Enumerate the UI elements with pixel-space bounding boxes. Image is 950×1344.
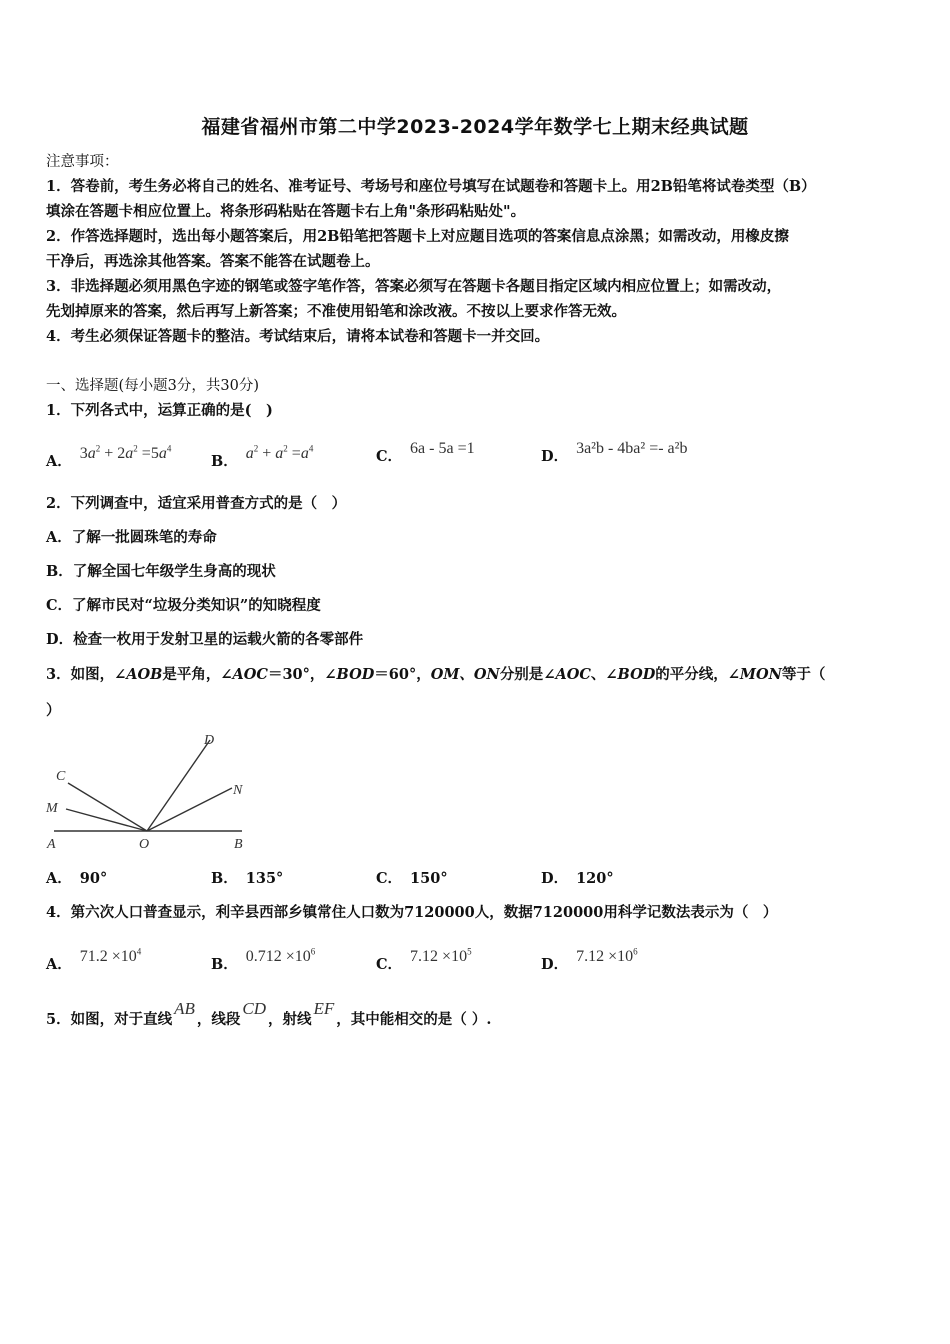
option-math: 6a - 5a =1 <box>410 440 475 457</box>
q2-option-c: C．了解市民对“垃圾分类知识”的知晓程度 <box>46 597 321 614</box>
notice-line: 干净后，再选涂其他答案。答案不能答在试题卷上。 <box>46 253 380 270</box>
notice-line: 3．非选择题必须用黑色字迹的钢笔或签字笔作答，答案必须写在答题卡各题目指定区域内相应位置上；如需改动， <box>46 278 782 295</box>
q3-option-c: C． 150° <box>376 870 448 887</box>
notice-line: 1．答卷前，考生务必将自己的姓名、准考证号、考场号和座位号填写在试题卷和答题卡上。用2B铅笔将试卷类型（B） <box>46 178 816 195</box>
option-math: 3a²b - 4ba² =- a²b <box>576 440 688 457</box>
option-letter: C． <box>376 448 403 465</box>
ray-om <box>66 809 147 831</box>
q4-option-c: C． $7.12 \times 10^5$ <box>376 947 472 974</box>
q2-option-a: A．了解一批圆珠笔的寿命 <box>46 529 217 546</box>
question-5-stem: 5．如图，对于直线AB，线段CD，射线EF，其中能相交的是（ ）. <box>46 999 492 1028</box>
label-a: A <box>47 837 56 852</box>
option-letter: B． <box>211 453 238 471</box>
ray-on <box>147 788 232 831</box>
question-3-close: ） <box>46 702 61 719</box>
angle-figure <box>44 728 254 854</box>
notice-line: 填涂在答题卡相应位置上。将条形码粘贴在答题卡右上角"条形码粘贴处"。 <box>46 203 526 220</box>
q3-option-a: A． 90° <box>46 870 108 887</box>
q3-option-d: D． 120° <box>541 870 614 887</box>
question-2-stem: 2．下列调查中，适宜采用普查方式的是（ ） <box>46 495 347 512</box>
q1-option-d <box>541 440 688 467</box>
label-n: N <box>233 783 243 798</box>
label-b: B <box>234 837 243 852</box>
notice-line: 先划掉原来的答案，然后再写上新答案；不准使用铅笔和涂改液。不按以上要求作答无效。 <box>46 303 626 320</box>
q2-option-d: D．检查一枚用于发射卫星的运载火箭的各零部件 <box>46 631 364 648</box>
question-3-stem: 3．如图，∠AOB是平角，∠AOC＝30°，∠BOD＝60°，OM、ON分别是∠AOC、∠BOD的平分线，∠MON等于（ <box>46 666 826 683</box>
q1-option-c <box>376 440 475 467</box>
label-m: M <box>46 801 58 816</box>
notice-heading: 注意事项： <box>46 154 119 170</box>
q4-option-a: A． $71.2 \times 10^4$ <box>46 947 142 974</box>
option-letter: A． <box>46 453 72 471</box>
q3-option-b: B． 135° <box>211 870 284 887</box>
q1-option-b <box>211 444 314 472</box>
question-4-stem: 4．第六次人口普查显示，利辛县西部乡镇常住人口数为7120000人，数据7120000用科学记数法表示为（ ） <box>46 904 778 921</box>
question-1-stem: 1．下列各式中，运算正确的是( ) <box>46 402 273 419</box>
option-letter: D． <box>541 448 569 465</box>
page-title: 福建省福州市第二中学2023-2024学年数学七上期末经典试题 <box>201 116 749 138</box>
q4-option-d: D． $7.12 \times 10^6$ <box>541 947 638 974</box>
label-o: O <box>139 837 150 852</box>
notice-line: 4．考生必须保证答题卡的整洁。考试结束后，请将本试卷和答题卡一并交回。 <box>46 328 550 345</box>
q4-option-b: B． $0.712 \times 10^6$ <box>211 947 316 974</box>
q2-option-b: B．了解全国七年级学生身高的现状 <box>46 563 276 580</box>
label-d: D <box>204 733 215 748</box>
q1-option-a <box>46 444 172 472</box>
notice-line: 2．作答选择题时，选出每小题答案后，用2B铅笔把答题卡上对应题目选项的答案信息点涂黑；如需改动，用橡皮擦 <box>46 228 789 245</box>
label-c: C <box>56 769 66 784</box>
ray-oc <box>68 783 147 831</box>
section-heading: 一、选择题(每小题3分，共30分) <box>46 378 259 394</box>
option-math: $a^2 + a^2 =a^4$ <box>245 444 314 463</box>
option-math: $3a^2 + 2a^2 =5a^4$ <box>79 444 172 463</box>
ray-od <box>147 740 210 831</box>
